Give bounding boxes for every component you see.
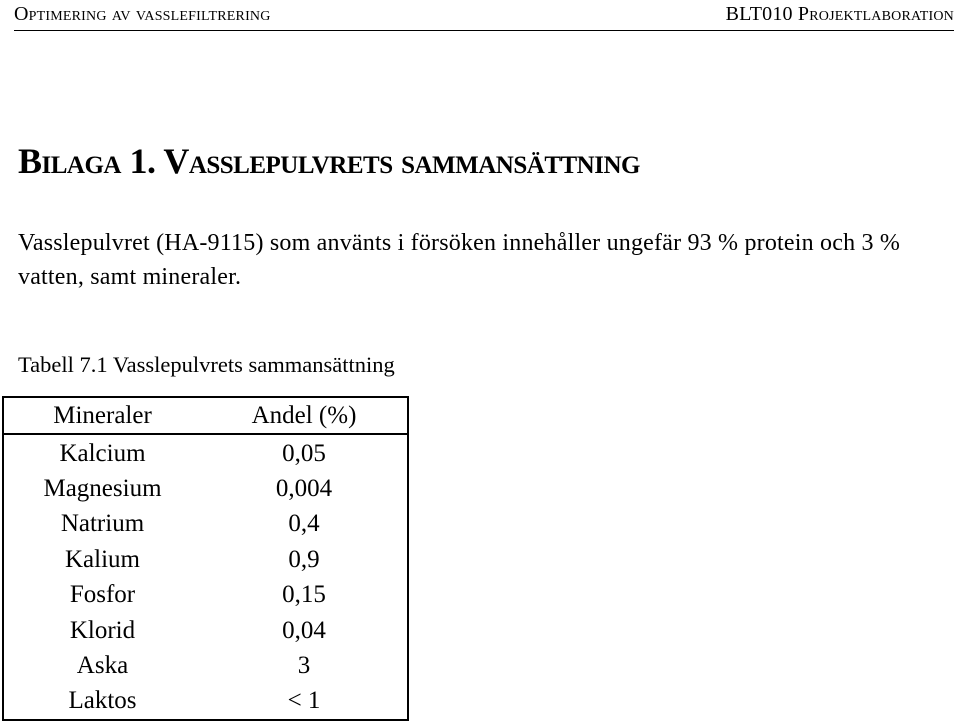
- cell-share: 0,9: [201, 542, 408, 577]
- cell-mineral: Laktos: [3, 683, 201, 719]
- table-row: [3, 683, 408, 719]
- column-header-share: Andel (%): [201, 397, 408, 434]
- cell-share: 0,04: [201, 612, 408, 647]
- table-row: [3, 506, 408, 541]
- table-row: [3, 434, 408, 470]
- cell-share: 3: [201, 648, 408, 683]
- column-header-mineral: Mineraler: [3, 397, 201, 434]
- cell-share: 0,15: [201, 577, 408, 612]
- table-header-row: [3, 397, 408, 434]
- header-course-code: BLT010 Projektlaboration: [725, 3, 954, 25]
- table-row: [3, 648, 408, 683]
- table-row: [3, 612, 408, 647]
- cell-mineral: Klorid: [3, 612, 201, 647]
- cell-mineral: Fosfor: [3, 577, 201, 612]
- cell-mineral: Aska: [3, 648, 201, 683]
- cell-mineral: Kalcium: [3, 434, 201, 470]
- running-header: [14, 0, 954, 31]
- cell-share: 0,4: [201, 506, 408, 541]
- cell-share: < 1: [201, 683, 408, 719]
- appendix-title: Bilaga 1. Vasslepulvrets sammansättning: [18, 141, 640, 181]
- cell-mineral: Magnesium: [3, 471, 201, 506]
- header-document-title: Optimering av vasslefiltrering: [14, 3, 271, 25]
- body-paragraph: Vasslepulvret (HA-9115) som använts i försöken innehåller ungefär 93 % protein och 3 % vatten, samt mineraler.: [18, 230, 901, 290]
- cell-share: 0,004: [201, 471, 408, 506]
- table-row: [3, 577, 408, 612]
- cell-mineral: Natrium: [3, 506, 201, 541]
- table-row: [3, 471, 408, 506]
- table-caption: Tabell 7.1 Vasslepulvrets sammansättning: [18, 352, 395, 377]
- mineral-table: [2, 396, 409, 721]
- table-row: [3, 542, 408, 577]
- cell-mineral: Kalium: [3, 542, 201, 577]
- cell-share: 0,05: [201, 434, 408, 470]
